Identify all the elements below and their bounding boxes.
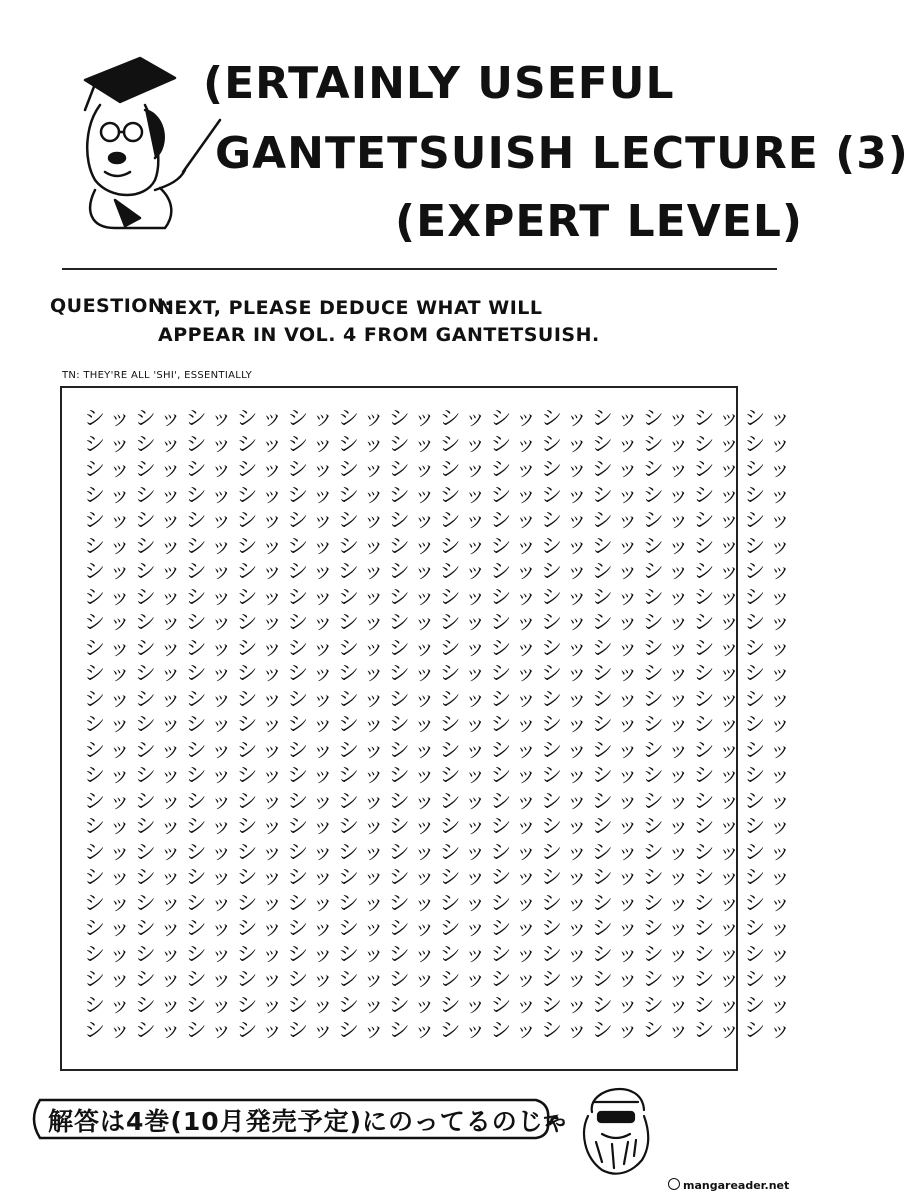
grid-row: シッシッシッシッシッシッシッシッシッシッシッシッシッシッ xyxy=(84,508,795,532)
grid-rows xyxy=(84,406,795,1044)
grid-row: シッシッシッシッシッシッシッシッシッシッシッシッシッシッ xyxy=(84,686,795,711)
grid-row: シッシッシッシッシッシッシッシッシッシッシッシッシッシッ xyxy=(84,457,795,481)
grid-row: シッシッシッシッシッシッシッシッシッシッシッシッシッシッ xyxy=(84,610,795,634)
bearded-character-icon xyxy=(572,1072,660,1180)
grid-row: シッシッシッシッシッシッシッシッシッシッシッシッシッシッ xyxy=(84,839,795,864)
watermark xyxy=(668,1178,789,1192)
grid-row: シッシッシッシッシッシッシッシッシッシッシッシッシッシッ xyxy=(84,431,795,456)
title-line-1: (ERTAINLY USEFUL xyxy=(203,58,675,109)
grid-row: シッシッシッシッシッシッシッシッシッシッシッシッシッシッ xyxy=(84,992,795,1017)
title-line-2: GANTETSUISH LECTURE (3) xyxy=(215,128,909,179)
grid-row: シッシッシッシッシッシッシッシッシッシッシッシッシッシッ xyxy=(84,941,795,966)
grid-row: シッシッシッシッシッシッシッシッシッシッシッシッシッシッ xyxy=(84,890,795,915)
grid-row: シッシッシッシッシッシッシッシッシッシッシッシッシッシッ xyxy=(84,661,795,685)
shi-tsu-grid xyxy=(60,386,795,1071)
professor-dog-mascot-icon xyxy=(55,40,225,230)
grid-row: シッシッシッシッシッシッシッシッシッシッシッシッシッシッ xyxy=(84,559,795,583)
question-label: QUESTION: xyxy=(50,295,173,317)
grid-row: シッシッシッシッシッシッシッシッシッシッシッシッシッシッ xyxy=(84,1018,795,1042)
grid-row: シッシッシッシッシッシッシッシッシッシッシッシッシッシッ xyxy=(84,635,795,660)
grid-row: シッシッシッシッシッシッシッシッシッシッシッシッシッシッ xyxy=(84,737,795,762)
translator-note: TN: THEY'RE ALL 'SHI', ESSENTIALLY xyxy=(62,370,253,381)
grid-row: シッシッシッシッシッシッシッシッシッシッシッシッシッシッ xyxy=(84,763,795,787)
grid-row: シッシッシッシッシッシッシッシッシッシッシッシッシッシッ xyxy=(84,865,795,889)
grid-row: シッシッシッシッシッシッシッシッシッシッシッシッシッシッ xyxy=(84,814,795,838)
watermark-text: mangareader.net xyxy=(683,1179,790,1192)
site-logo-icon xyxy=(668,1178,680,1190)
grid-row: シッシッシッシッシッシッシッシッシッシッシッシッシッシッ xyxy=(84,967,795,991)
grid-row: シッシッシッシッシッシッシッシッシッシッシッシッシッシッ xyxy=(84,788,795,813)
grid-row: シッシッシッシッシッシッシッシッシッシッシッシッシッシッ xyxy=(84,584,795,609)
grid-row: シッシッシッシッシッシッシッシッシッシッシッシッシッシッ xyxy=(84,533,795,558)
grid-row: シッシッシッシッシッシッシッシッシッシッシッシッシッシッ xyxy=(84,712,795,736)
question-text: NEXT, PLEASE DEDUCE WHAT WILL APPEAR IN VOL. 4 FROM GANTETSUISH. xyxy=(158,297,600,346)
title-line-3: (EXPERT LEVEL) xyxy=(395,196,803,247)
grid-row: シッシッシッシッシッシッシッシッシッシッシッシッシッシッ xyxy=(84,406,795,430)
grid-row: シッシッシッシッシッシッシッシッシッシッシッシッシッシッ xyxy=(84,482,795,507)
grid-row: シッシッシッシッシッシッシッシッシッシッシッシッシッシッ xyxy=(84,916,795,940)
answer-text: 解答は4巻(10月発売予定)にのってるのじゃ xyxy=(48,1107,570,1136)
title-divider xyxy=(62,268,777,270)
